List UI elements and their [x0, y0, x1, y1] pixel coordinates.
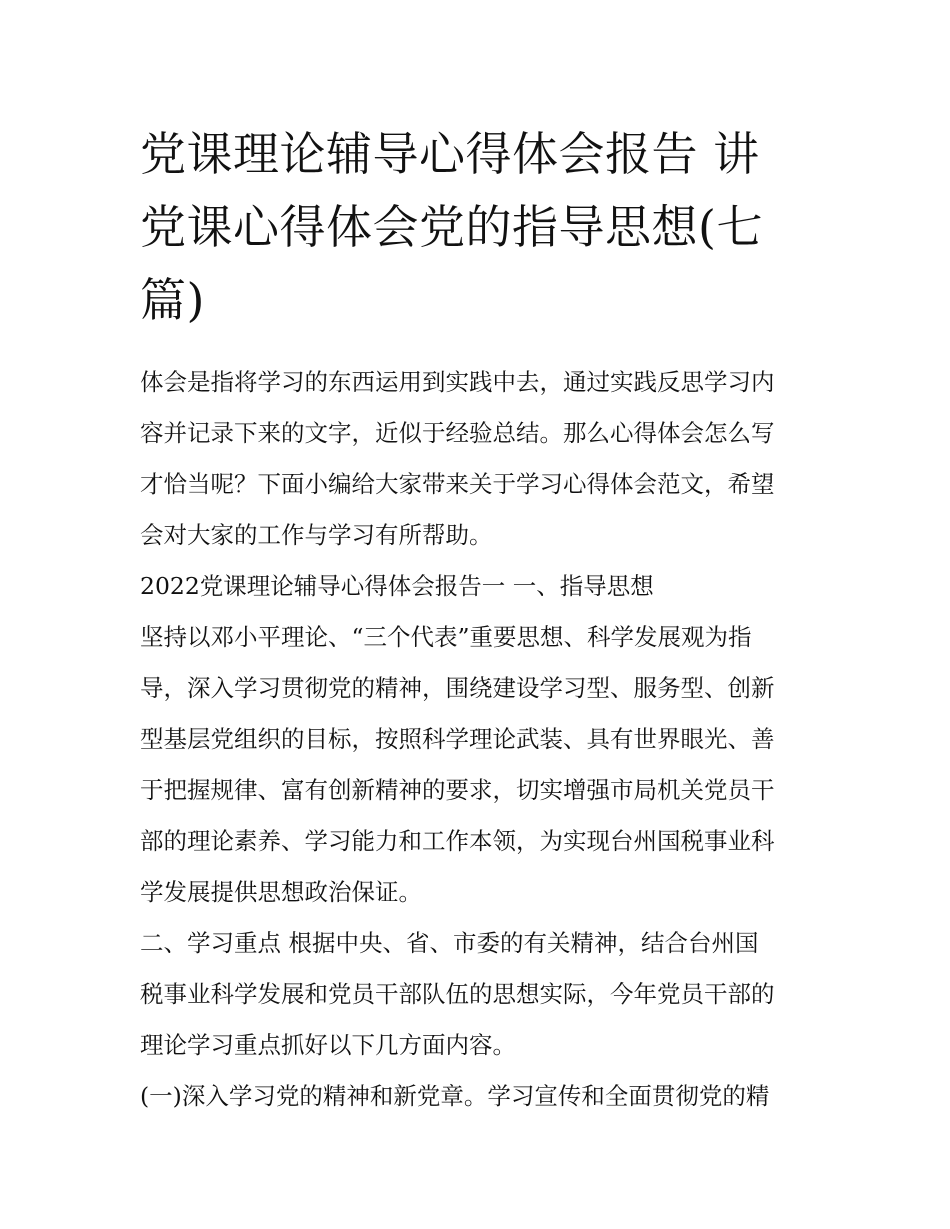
body-line: 导，深入学习贯彻党的精神，围绕建设学习型、服务型、创新	[140, 674, 775, 702]
document-title	[140, 118, 815, 337]
body-line: 税事业科学发展和党员干部队伍的思想实际，今年党员干部的	[140, 980, 775, 1008]
body-line: 学发展提供思想政治保证。	[140, 878, 422, 906]
body-line: 于把握规律、富有创新精神的要求，切实增强市局机关党员干	[140, 776, 775, 804]
body-line: 容并记录下来的文字，近似于经验总结。那么心得体会怎么写	[140, 419, 775, 447]
body-line: 坚持以邓小平理论、“三个代表”重要思想、科学发展观为指	[140, 623, 752, 651]
body-line: (一)深入学习党的精神和新党章。学习宣传和全面贯彻党的精	[140, 1082, 770, 1110]
title-line: 党课理论辅导心得体会报告 讲	[140, 127, 760, 181]
title-line: 党课心得体会党的指导思想(七	[140, 200, 763, 254]
body-line: 理论学习重点抓好以下几方面内容。	[140, 1031, 516, 1059]
body-line: 会对大家的工作与学习有所帮助。	[140, 521, 493, 549]
body-line: 部的理论素养、学习能力和工作本领，为实现台州国税事业科	[140, 827, 775, 855]
title-line: 篇)	[140, 273, 205, 327]
body-line: 型基层党组织的目标，按照科学理论武装、具有世界眼光、善	[140, 725, 775, 753]
document-body	[140, 357, 815, 1122]
body-line: 体会是指将学习的东西运用到实践中去，通过实践反思学习内	[140, 368, 775, 396]
body-line: 才恰当呢？下面小编给大家带来关于学习心得体会范文，希望	[140, 470, 775, 498]
section-heading-line: 二、学习重点 根据中央、省、市委的有关精神，结合台州国	[140, 929, 759, 957]
document-page	[140, 118, 815, 1122]
section-heading-line: 2022党课理论辅导心得体会报告一 一、指导思想	[140, 572, 654, 600]
